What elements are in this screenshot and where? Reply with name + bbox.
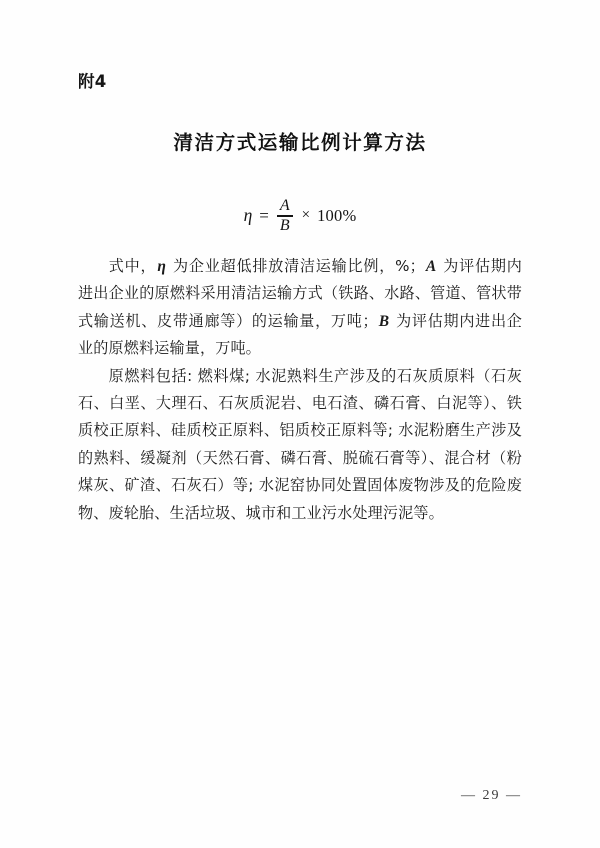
page-title: 清洁方式运输比例计算方法 — [173, 131, 427, 154]
formula-eta-symbol: η — [243, 205, 253, 226]
attachment-label: 附4 — [78, 72, 107, 91]
formula-block — [0, 198, 600, 234]
formula-numerator: A — [279, 197, 290, 214]
page-number: — 29 — — [461, 788, 522, 803]
variable-eta: η — [157, 258, 167, 275]
definition-lead: 式中， — [108, 257, 157, 275]
definition-text-after-b: 为评估期内进出企业的原燃料运输量，万吨。 — [78, 311, 522, 358]
formula-equals-sign: = — [259, 206, 269, 226]
formula-fraction — [277, 198, 293, 234]
materials-text: 原燃料包括: 燃料煤; 水泥熟料生产涉及的石灰质原料（石灰石、白垩、大理石、石灰质泥岩、电石渣、磷石膏、白泥等）、铁质校正原料、硅质校正原料、铝质校正原料等; 水泥粉磨生产涉及的熟料、缓凝剂（天然石膏、磷石膏、脱硫石膏等）、混合材（粉煤灰、矿渣、石灰石）等; 水泥窑协同处置固体废物涉及的危险废物、废轮胎、生活垃圾、城市和工业污水处理污泥等。 — [78, 366, 522, 522]
transport-ratio-formula — [244, 198, 357, 234]
formula-multiply-sign: × — [301, 207, 311, 224]
paragraph-raw-material-scope — [78, 363, 522, 527]
definition-text-after-eta: 为企业超低排放清洁运输比例，%； — [172, 257, 425, 275]
body-text — [78, 253, 522, 527]
variable-b: B — [378, 312, 390, 330]
formula-percent-value: 100% — [317, 205, 357, 225]
variable-a: A — [425, 258, 437, 275]
definition-text-after-a: 为评估期内进出企业的原燃料采用清洁运输方式（铁路、水路、管道、管状带式输送机、皮带通廊等）的运输量，万吨； — [78, 257, 522, 330]
paragraph-variable-definitions — [78, 253, 522, 363]
formula-denominator: B — [279, 216, 290, 234]
